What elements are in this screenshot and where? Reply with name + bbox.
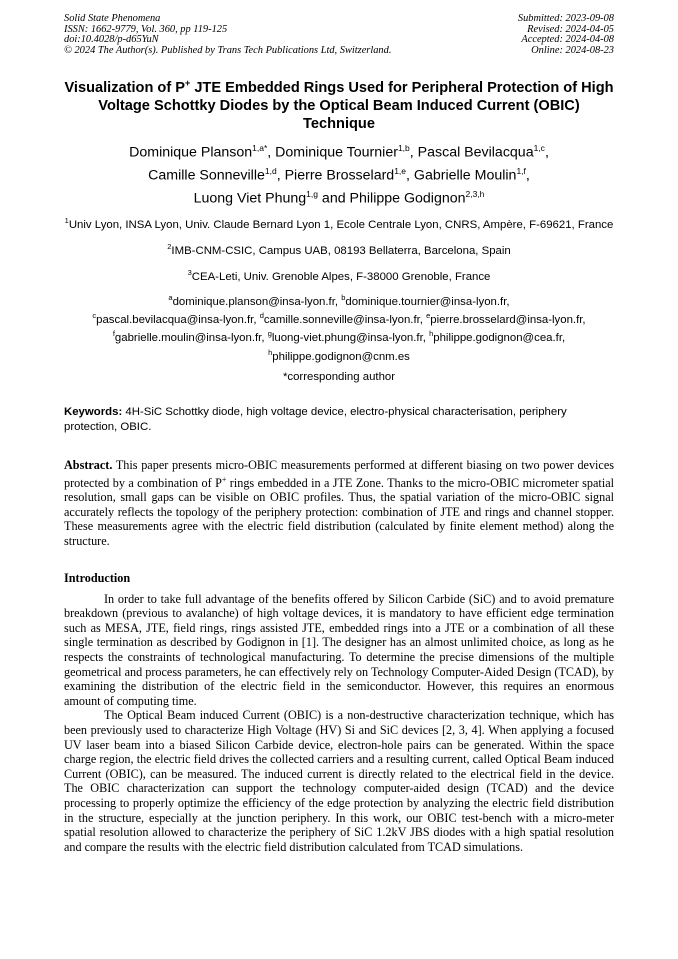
email-superscript: h [429,329,434,339]
author-name: Pascal Bevilacqua [417,144,534,161]
author-superscript: 1,f [516,165,526,176]
affiliation-text: IMB-CNM-CSIC, Campus UAB, 08193 Bellaterra, Barcelona, Spain [171,245,511,258]
email-separator: , [253,313,260,326]
email-address: pierre.brosselard@insa-lyon.fr [430,313,583,326]
title-superscript: + [185,78,191,89]
email-address: luong-viet.phung@insa-lyon.fr [271,332,423,345]
author-separator: , [544,144,549,161]
abstract-text-2: rings embedded in a JTE Zone. Thanks to the micro-OBIC micrometer spatial resolution, small gaps can be visible on OBIC profiles. Thus, the spatial variation of the micro-OBIC signal accurately reflects the topology of the periphery protection: combination of JTE and rings and channel stopper. These measurements agree with the electric field distribution (calculated by finite element method) along the structure. [64,475,614,549]
email-separator: , [334,295,342,308]
author-superscript: 1,d [264,165,277,176]
affiliation-superscript: 1 [64,216,69,226]
copyright: © 2024 The Author(s). Published by Trans Tech Publications Ltd, Switzerland. [64,44,392,56]
header-right [518,14,614,56]
submitted-date: Submitted: 2023-09-08 [517,13,614,24]
paper-title [64,74,614,133]
email-list [64,291,614,364]
affiliation-text: CEA-Leti, Univ. Grenoble Alpes, F-38000 Grenoble, France [191,270,491,283]
email-address: dominique.planson@insa-lyon.fr [172,295,335,308]
title-part2: JTE Embedded Rings Used for Peripheral Protection of High Voltage Schottky Diodes by the Optical Beam Induced Current (OBIC) Technique [98,80,614,133]
journal-name: Solid State Phenomena [64,13,161,24]
author-superscript: 1,c [533,143,545,154]
email-separator: , [582,313,586,326]
author-superscript: 2,3,h [465,188,485,199]
accepted-date: Accepted: 2024-04-08 [521,34,614,46]
email-address: philippe.godignon@cnm.es [272,350,410,363]
email-separator: , [419,313,427,326]
email-address: pascal.bevilacqua@insa-lyon.fr [96,313,254,326]
author-separator: , [267,144,276,161]
author-name: Camille Sonneville [148,167,265,184]
abstract [64,458,614,549]
keywords-text: 4H-SiC Schottky diode, high voltage device, electro-physical characterisation, periphery protection, OBIC. [64,406,567,433]
author-superscript: 1,e [394,165,407,176]
author-separator: , [406,167,414,184]
author-name: Pierre Brosselard [284,167,395,184]
corresponding-note: *corresponding author [282,371,396,384]
author-list [64,139,614,207]
abstract-text-1: This paper presents micro-OBIC measurements performed at different biasing on two power devices protected by a combination of P [64,458,614,490]
title-part1: Visualization of P [64,80,185,97]
email-superscript: g [267,329,272,339]
journal-header [64,14,614,56]
author-superscript: 1,g [306,188,318,199]
email-separator: , [561,332,566,345]
doi: doi:10.4028/p-d65YuN [64,34,159,46]
author-name: Dominique Tournier [275,144,398,161]
revised-date: Revised: 2024-04-05 [527,23,614,35]
affiliation-superscript: 3 [187,268,192,278]
email-separator: , [422,332,430,345]
author-name: Dominique Planson [129,144,253,161]
affiliation-text: Univ Lyon, INSA Lyon, Univ. Claude Bernard Lyon 1, Ecole Centrale Lyon, CNRS, Ampère, F-69621, France [68,219,614,232]
author-separator: , [525,167,530,184]
email-superscript: h [268,347,273,357]
abstract-superscript: + [221,474,227,484]
email-address: gabrielle.moulin@insa-lyon.fr [114,332,262,345]
email-superscript: f [112,329,115,339]
header-left [64,14,391,56]
author-separator: , [409,144,418,161]
issn: ISSN: 1662-9779, Vol. 360, pp 119-125 [64,23,228,35]
author-superscript: 1,a* [252,143,268,154]
intro-paragraph-2: The Optical Beam induced Current (OBIC) is a non-destructive characterization technique, which has been previously used to characterize High Voltage (HV) Si and SiC devices [2, 3, 4]. When applying a focused UV laser beam into a biased Silicon Carbide device, electron-hole pairs can be generated. Within the space charge region, the electric field drives the collected carriers and a resulting current, called Optical Beam induced Current (OBIC), can be measured. The induced current is directly related to the electrical field in the device. The OBIC characterization can support the technology computer-aided design (TCAD) and the device processing to properly optimize the efficiency of the edge protection by analyzing the electric field distribution in the structure, especially at the junction periphery. In this work, our OBIC test-bench with a micro-meter spatial resolution allowed to characterize the periphery of SiC 1.2kV JBS diodes with a high spatial resolution and compare the results with the electric field distribution calculated from TCAD simulations. [64,708,614,854]
email-address: philippe.godignon@cea.fr [433,332,562,345]
author-superscript: 1,b [397,143,410,154]
online-date: Online: 2024-08-23 [531,44,614,56]
email-separator: , [506,295,510,308]
author-name: Philippe Godignon [349,190,466,207]
author-name: Luong Viet Phung [193,190,307,207]
intro-paragraph-1: In order to take full advantage of the benefits offered by Silicon Carbide (SiC) and to avoid premature breakdown (previous to avalanche) of high voltage devices, it is mandatory to have efficient edge termination such as MESA, JTE, field rings, rings assisted JTE, embedded rings into a JTE or a combination of all these single termination as described by Godignon in [1]. The designer has an almost unlimited choice, as long as he respects the constraints of technological manufacturing. To determine the precise dimensions of the multiple geometrical and process parameters, he can effectively rely on Technology Computer-Aided Design (TCAD), by examining the distribution of the electric field in the semiconductor. However, this requires an enormous amount of computing time. [64,591,614,708]
affiliation-line [64,239,614,259]
email-superscript: d [259,311,264,321]
author-separator: and [317,190,350,207]
section-heading-introduction: Introduction [64,570,131,585]
email-address: dominique.tournier@insa-lyon.fr [345,295,507,308]
email-superscript: c [92,311,97,321]
author-separator: , [276,167,285,184]
email-superscript: e [426,311,431,321]
email-separator: , [261,332,268,345]
author-name: Gabrielle Moulin [413,167,517,184]
affiliation-superscript: 2 [167,242,172,252]
keywords [64,405,614,434]
keywords-label: Keywords: [64,406,123,419]
email-address: camille.sonneville@insa-lyon.fr [263,313,420,326]
affiliation-line [64,265,614,285]
affiliations [64,213,614,284]
email-superscript: a [168,292,173,302]
abstract-label: Abstract. [64,458,113,473]
email-superscript: b [341,292,346,302]
affiliation-line [64,213,614,233]
